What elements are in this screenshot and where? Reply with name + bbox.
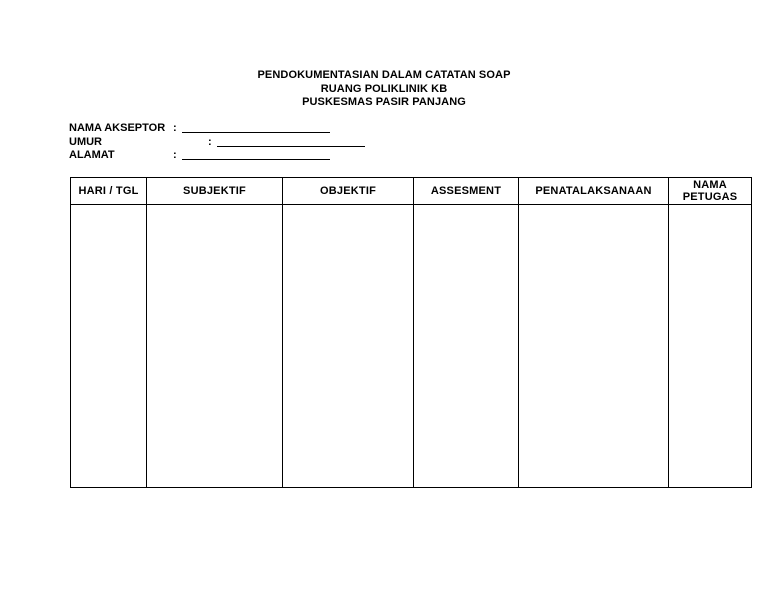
cell-objektif[interactable] [283,205,414,488]
field-colon-nama-akseptor: : [173,122,177,134]
title-line-3: PUSKESMAS PASIR PANJANG [302,96,466,108]
field-line-umur[interactable] [217,146,365,147]
document-title [0,69,768,110]
column-header-hari-tgl: HARI / TGL [71,178,147,205]
cell-penatalaksanaan[interactable] [519,205,669,488]
column-header-nama-petugas-line-2: PETUGAS [682,191,738,203]
field-line-alamat[interactable] [182,159,330,160]
cell-subjektif[interactable] [147,205,283,488]
cell-nama-petugas[interactable] [669,205,752,488]
title-line-2: RUANG POLIKLINIK KB [320,82,448,95]
column-header-nama-petugas [669,178,752,205]
field-label-alamat: ALAMAT [69,149,115,161]
column-header-objektif: OBJEKTIF [283,178,414,205]
field-label-umur: UMUR [69,135,102,148]
soap-table [70,177,752,488]
field-colon-umur: : [208,135,212,148]
cell-hari-tgl[interactable] [71,205,147,488]
field-label-nama-akseptor: NAMA AKSEPTOR [69,122,166,134]
cell-assesment[interactable] [414,205,519,488]
table-row [71,205,752,488]
field-colon-alamat: : [173,149,177,161]
column-header-nama-petugas-line-1: NAMA [693,179,727,191]
column-header-penatalaksanaan: PENATALAKSANAAN [519,178,669,205]
column-header-subjektif: SUBJEKTIF [147,178,283,205]
field-line-nama-akseptor[interactable] [182,132,330,133]
table-header-row [71,178,752,205]
column-header-assesment: ASSESMENT [414,178,519,205]
title-line-1: PENDOKUMENTASIAN DALAM CATATAN SOAP [257,69,511,81]
